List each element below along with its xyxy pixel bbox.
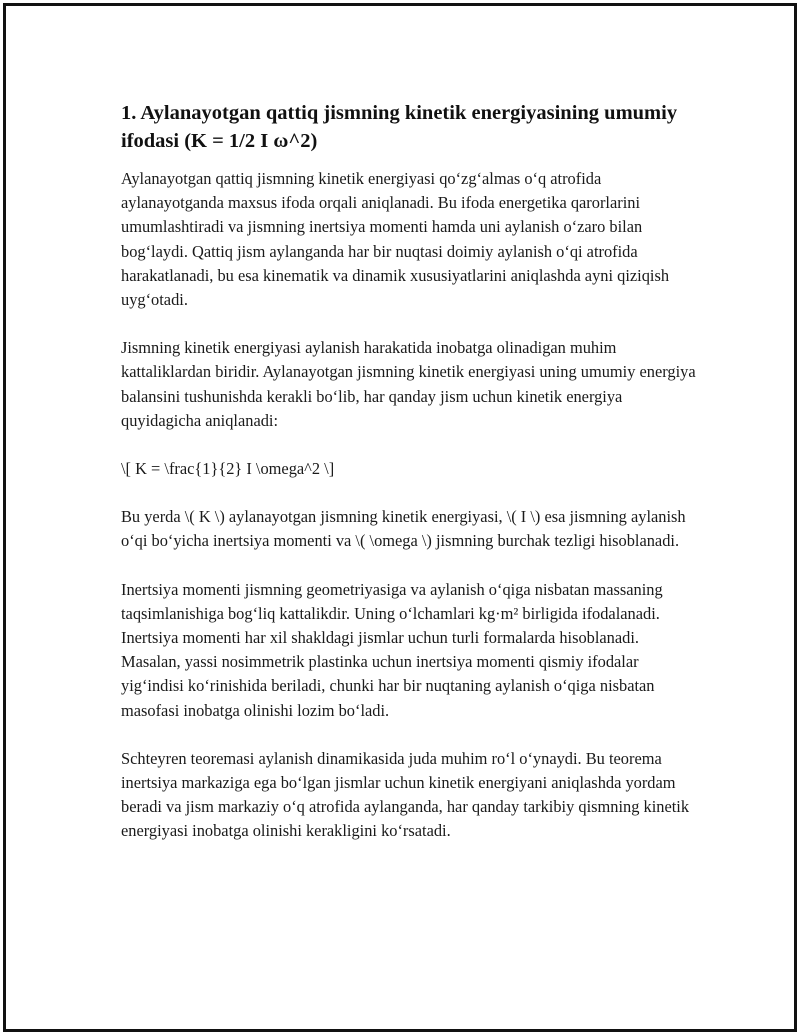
document-body <box>121 99 701 868</box>
paragraph-variables: Bu yerda \( K \) aylanayotgan jismning kinetik energiyasi, \( I \) esa jismning aylanish o‘qi bo‘yicha inertsiya momenti va \( \omega \) jismning burchak tezligi hisoblanadi. <box>121 507 686 551</box>
paragraph-inertia-moment: Inertsiya momenti jismning geometriyasiga va aylanish o‘qiga nisbatan massaning taqsimlanishiga bog‘liq kattalikdir. Uning o‘lchamlari kg·m² birligida ifodalanadi. Inertsiya momenti har xil shakldagi jismlar uchun turli formalarda hisoblanadi. Masalan, yassi nosimmetrik plastinka uchun inertsiya momenti qismiy ifodalar yig‘indisi ko‘rinishida beriladi, chunki har bir nuqtaning aylanish o‘qiga nisbatan masofasi inobatga olinishi lozim bo‘ladi. <box>121 579 663 720</box>
page-frame <box>3 3 797 1032</box>
paragraph-steiner-theorem: Schteyren teoremasi aylanish dinamikasida juda muhim ro‘l o‘ynaydi. Bu teorema inertsiya markaziga ega bo‘lgan jismlar uchun kinetik energiyani aniqlashda yordam beradi va jism markaziy o‘q atrofida aylanganda, har qanday tarkibiy qismning kinetik energiyasi inobatga olinishi kerakligini ko‘rsatadi. <box>121 748 690 841</box>
section-heading: 1. Aylanayotgan qattiq jismning kinetik energiyasining umumiy ifodasi (K = 1/2 I ω^2) <box>121 102 678 152</box>
paragraph-intro: Aylanayotgan qattiq jismning kinetik energiyasi qo‘zg‘almas o‘q atrofida aylanayotganda maxsus ifoda orqali aniqlanadi. Bu ifoda energetika qarorlarini umumlashtiradi va jismning inertsiya momenti hamda uni aylanish o‘zaro bilan bog‘laydi. Qattiq jism aylanganda har bir nuqtasi doimiy aylanish o‘qi atrofida harakatlanadi, bu esa kinematik va dinamik xususiyatlarini aniqlashda ayni qiziqish uyg‘otadi. <box>121 169 670 310</box>
formula-line: \[ K = \frac{1}{2} I \omega^2 \] <box>121 459 335 479</box>
paragraph-kinetic-energy: Jismning kinetik energiyasi aylanish harakatida inobatga olinadigan muhim kattaliklardan biridir. Aylanayotgan jismning kinetik energiyasi uning umumiy energiya balansini tushunishda kerakli bo‘lib, har qanday jism uchun kinetik energiya quyidagicha aniqlanadi: <box>121 338 696 430</box>
